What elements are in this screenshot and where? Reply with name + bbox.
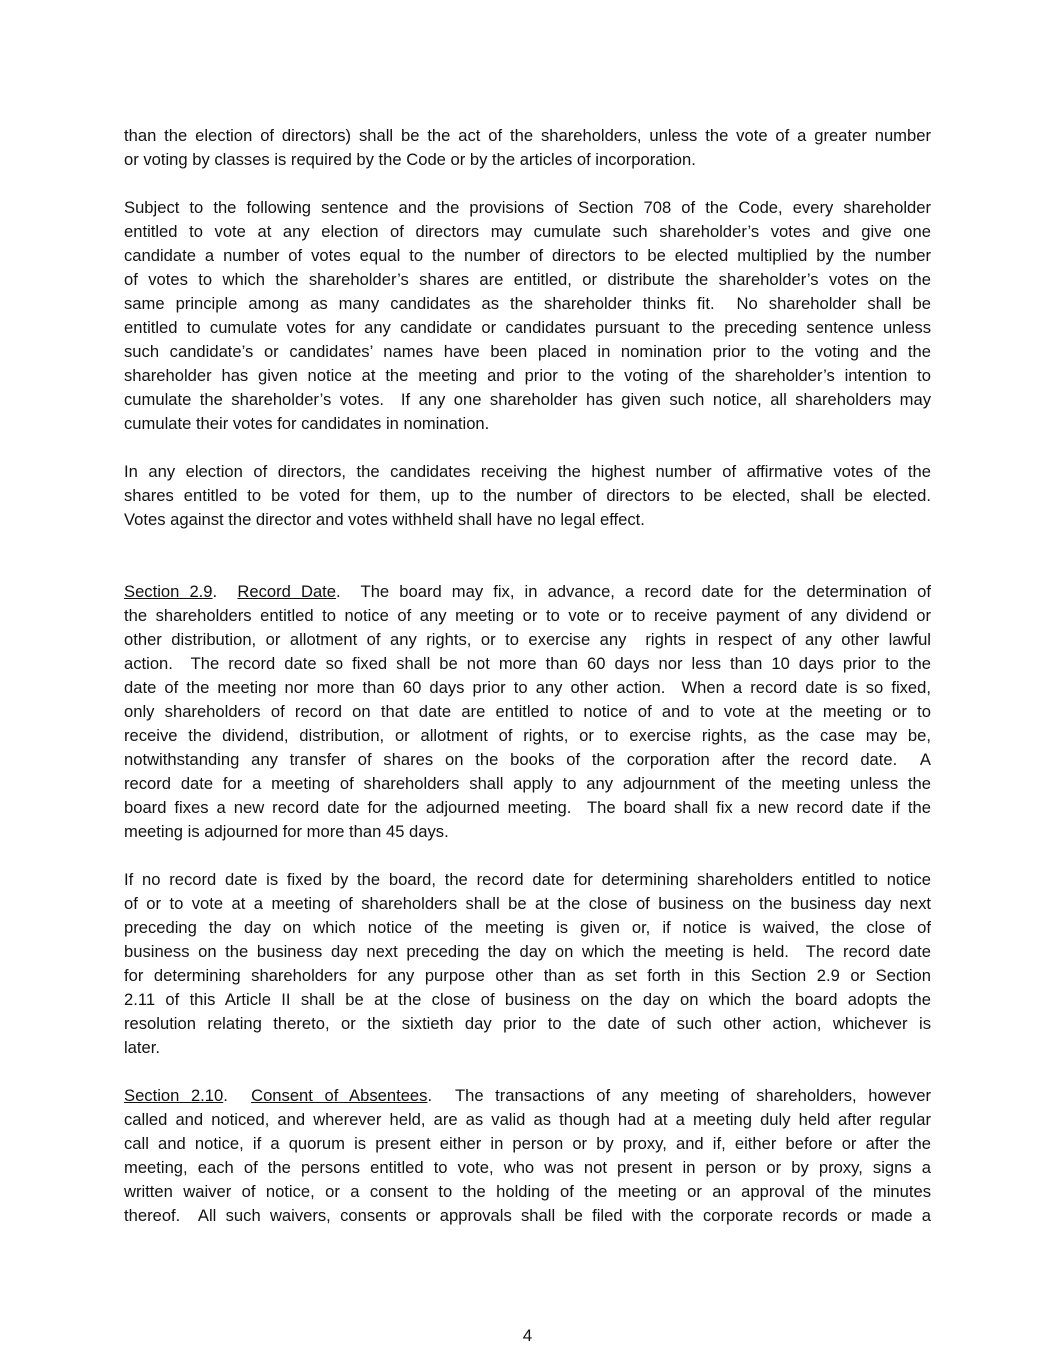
section-2-10: [124, 1084, 931, 1228]
text-line: preceding the day on which notice of the meeting is given or, if notice is waived, the close of: [124, 918, 931, 937]
text-line: call and notice, if a quorum is present either in person or by proxy, and if, either before or after the: [124, 1134, 931, 1153]
text-line: shareholder has given notice at the meeting and prior to the voting of the shareholder’s intention to: [124, 366, 931, 385]
text-line: only shareholders of record on that date are entitled to notice of and to vote at the meeting or to: [124, 702, 931, 721]
paragraph: [124, 196, 931, 436]
text-line: meeting is adjourned for more than 45 days.: [124, 822, 449, 841]
text-line: record date for a meeting of shareholders shall apply to any adjournment of the meeting unless the: [124, 774, 931, 793]
text-line: Votes against the director and votes withheld shall have no legal effect.: [124, 510, 645, 529]
paragraph: [124, 460, 931, 532]
section-text: The transactions of any meeting of shareholders, however: [432, 1086, 931, 1105]
section-title: Consent of Absentees: [251, 1086, 428, 1105]
text-line: entitled to vote at any election of directors may cumulate such shareholder’s votes and give one: [124, 222, 931, 241]
text-line: 2.11 of this Article II shall be at the close of business on the day on which the board adopts the: [124, 990, 931, 1009]
text-line: later.: [124, 1038, 160, 1057]
page-number: 4: [522, 1326, 533, 1345]
text-line: notwithstanding any transfer of shares on the books of the corporation after the record date. A: [124, 750, 931, 769]
text-line: Subject to the following sentence and the provisions of Section 708 of the Code, every shareholder: [124, 198, 931, 217]
text-line: or voting by classes is required by the Code or by the articles of incorporation.: [124, 150, 696, 169]
section-heading-line: [124, 580, 931, 604]
period: .: [427, 1086, 433, 1105]
text-line: other distribution, or allotment of any rights, or to exercise any rights in respect of any other lawful: [124, 630, 931, 649]
text-line: In any election of directors, the candidates receiving the highest number of affirmative votes of the: [124, 462, 931, 481]
section-2-9-paragraph-2: [124, 868, 931, 1060]
period: .: [223, 1086, 228, 1105]
section-heading-line: [124, 1084, 931, 1108]
text-line: resolution relating thereto, or the sixtieth day prior to the date of such other action, whichever is: [124, 1014, 931, 1033]
text-line: candidate a number of votes equal to the number of directors to be elected multiplied by the number: [124, 246, 931, 265]
text-line: action. The record date so fixed shall be not more than 60 days nor less than 10 days prior to the: [124, 654, 931, 673]
period: .: [212, 582, 218, 601]
text-line: shares entitled to be voted for them, up to the number of directors to be elected, shall be elected.: [124, 486, 931, 505]
text-line: of or to vote at a meeting of shareholders shall be at the close of business on the business day next: [124, 894, 931, 913]
text-line: than the election of directors) shall be the act of the shareholders, unless the vote of a greater number: [124, 126, 931, 145]
section-2-9: [124, 580, 931, 844]
opening-paragraphs: [124, 124, 931, 532]
section-number: Section 2.10: [124, 1086, 224, 1105]
text-line: business on the business day next preceding the day on which the meeting is held. The record date: [124, 942, 931, 961]
text-line: for determining shareholders for any purpose other than as set forth in this Section 2.9 or Section: [124, 966, 931, 985]
text-line: board fixes a new record date for the adjourned meeting. The board shall fix a new record date if the: [124, 798, 931, 817]
section-text: The board may fix, in advance, a record date for the determination of: [340, 582, 932, 601]
text-line: same principle among as many candidates as the shareholder thinks fit. No shareholder shall be: [124, 294, 931, 313]
paragraph: [124, 124, 931, 172]
text-line: such candidate’s or candidates’ names have been placed in nomination prior to the voting and the: [124, 342, 931, 361]
text-line: entitled to cumulate votes for any candidate or candidates pursuant to the preceding sentence unless: [124, 318, 931, 337]
text-line: of votes to which the shareholder’s shares are entitled, or distribute the shareholder’s votes on the: [124, 270, 931, 289]
section-number: Section 2.9: [124, 582, 213, 601]
text-line: meeting, each of the persons entitled to vote, who was not present in person or by proxy, signs a: [124, 1158, 931, 1177]
document-page: [124, 124, 931, 1252]
text-line: called and noticed, and wherever held, are as valid as though had at a meeting duly held after regular: [124, 1110, 931, 1129]
text-line: If no record date is fixed by the board, the record date for determining shareholders entitled to notice: [124, 870, 931, 889]
text-line: written waiver of notice, or a consent to the holding of the meeting or an approval of the minutes: [124, 1182, 931, 1201]
text-line: the shareholders entitled to notice of any meeting or to vote or to receive payment of any dividend or: [124, 606, 931, 625]
period: .: [336, 582, 341, 601]
section-title: Record Date: [237, 582, 337, 601]
text-line: cumulate their votes for candidates in nomination.: [124, 414, 490, 433]
text-line: thereof. All such waivers, consents or approvals shall be filed with the corporate records or made a: [124, 1206, 931, 1225]
text-line: receive the dividend, distribution, or allotment of rights, or to exercise rights, as the case may be,: [124, 726, 931, 745]
text-line: cumulate the shareholder’s votes. If any one shareholder has given such notice, all shareholders may: [124, 390, 931, 409]
text-line: date of the meeting nor more than 60 days prior to any other action. When a record date is so fixed,: [124, 678, 931, 697]
